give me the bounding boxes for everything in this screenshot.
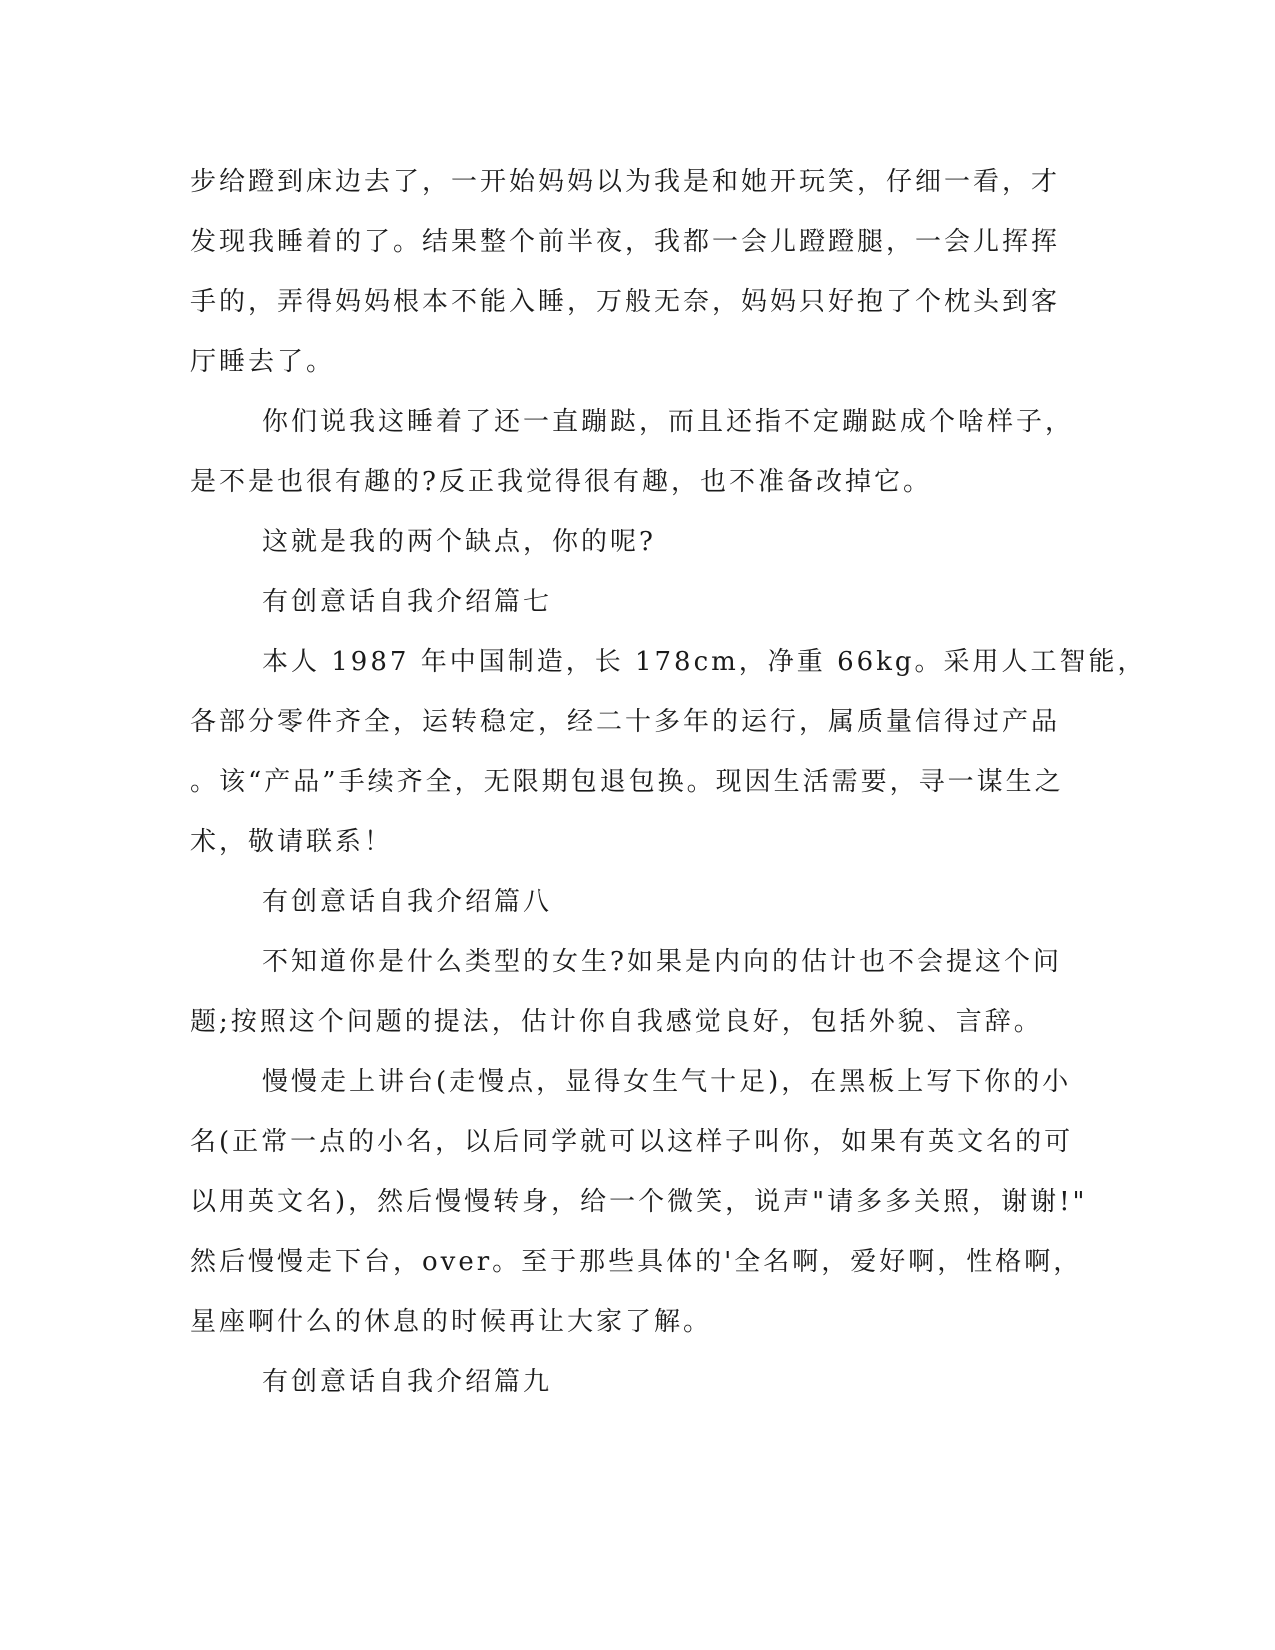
- text-line: 术，敬请联系！: [190, 827, 394, 857]
- text-line: 星座啊什么的休息的时候再让大家了解。: [190, 1307, 713, 1337]
- paragraph-start-line: 慢慢走上讲台(走慢点，显得女生气十足)，在黑板上写下你的小: [262, 1067, 1072, 1097]
- text-line: 发现我睡着的了。结果整个前半夜，我都一会儿蹬蹬腿，一会儿挥挥: [190, 227, 1061, 257]
- text-line: 步给蹬到床边去了，一开始妈妈以为我是和她开玩笑，仔细一看，才: [190, 167, 1061, 197]
- text-line: 手的，弄得妈妈根本不能入睡，万般无奈，妈妈只好抱了个枕头到客: [190, 287, 1061, 317]
- text-line: 名(正常一点的小名，以后同学就可以这样子叫你，如果有英文名的可: [190, 1127, 1074, 1157]
- text-line: 各部分零件齐全，运转稳定，经二十多年的运行，属质量信得过产品: [190, 707, 1061, 737]
- document-body: [190, 152, 1147, 1412]
- paragraph-start-line: 你们说我这睡着了还一直蹦跶，而且还指不定蹦跶成个啥样子，: [262, 407, 1075, 437]
- text-line: 然后慢慢走下台，over。至于那些具体的'全名啊，爱好啊，性格啊，: [190, 1247, 1083, 1277]
- text-line: 以用英文名)，然后慢慢转身，给一个微笑，说声"请多多关照，谢谢!": [190, 1187, 1088, 1217]
- text-line: 。该“产品”手续齐全，无限期包退包换。现因生活需要，寻一谋生之: [190, 767, 1064, 797]
- paragraph-start-line: 本人 1987 年中国制造，长 178cm，净重 66kg。采用人工智能，: [262, 647, 1147, 677]
- text-line: 题;按照这个问题的提法，估计你自我感觉良好，包括外貌、言辞。: [190, 1007, 1043, 1037]
- text-line: 是不是也很有趣的?反正我觉得很有趣，也不准备改掉它。: [190, 467, 932, 497]
- section-heading: 有创意话自我介绍篇七: [262, 587, 553, 617]
- paragraph-start-line: 这就是我的两个缺点，你的呢?: [262, 527, 656, 557]
- section-heading: 有创意话自我介绍篇八: [262, 887, 553, 917]
- text-line: 厅睡去了。: [190, 347, 336, 377]
- paragraph-start-line: 不知道你是什么类型的女生?如果是内向的估计也不会提这个问: [262, 947, 1062, 977]
- section-heading: 有创意话自我介绍篇九: [262, 1367, 553, 1397]
